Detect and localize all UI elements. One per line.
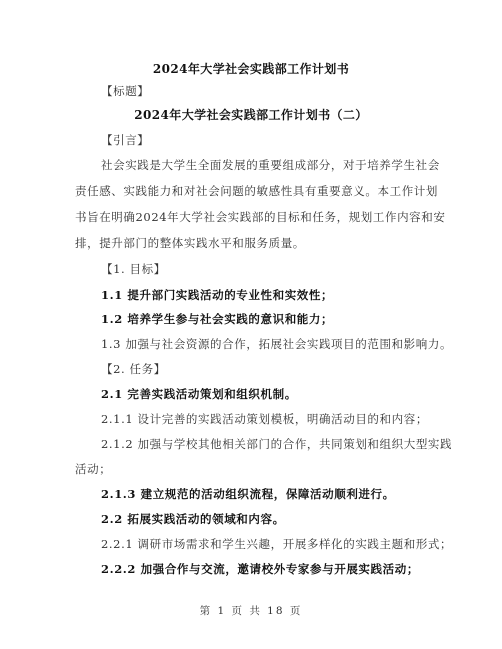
intro-line: 责任感、实践能力和对社会问题的敏感性具有重要意义。本工作计划 xyxy=(75,184,438,198)
task-item: 2.2.2 加强合作与交流，邀请校外专家参与开展实践活动； xyxy=(101,562,419,576)
tasks-heading: 【2. 任务】 xyxy=(101,362,166,376)
sub-title: 2024年大学社会实践部工作计划书（二） xyxy=(134,108,368,122)
intro-line: 社会实践是大学生全面发展的重要组成部分，对于培养学生社会 xyxy=(101,158,440,172)
goal-item: 1.2 培养学生参与社会实践的意识和能力； xyxy=(101,312,334,326)
main-title: 2024年大学社会实践部工作计划书 xyxy=(152,62,350,76)
goal-item: 1.1 提升部门实践活动的专业性和实效性； xyxy=(101,288,334,302)
task-item: 2.1 完善实践活动策划和组织机制。 xyxy=(101,387,297,401)
goals-heading: 【1. 目标】 xyxy=(101,262,166,276)
task-item: 2.2.1 调研市场需求和学生兴趣，开展多样化的实践主题和形式； xyxy=(101,537,453,551)
task-item: 2.1.2 加强与学校其他相关部门的合作，共同策划和组织大型实践 xyxy=(101,437,453,451)
page-footer: 第 1 页 共 18 页 xyxy=(199,605,303,617)
intro-tag: 【引言】 xyxy=(101,133,150,147)
title-tag: 【标题】 xyxy=(101,84,150,98)
task-item: 2.2 拓展实践活动的领域和内容。 xyxy=(101,512,285,526)
task-item: 2.1.3 建立规范的活动组织流程，保障活动顺利进行。 xyxy=(101,487,395,501)
intro-line: 书旨在明确2024年大学社会实践部的目标和任务，规划工作内容和安 xyxy=(75,210,446,224)
goal-item: 1.3 加强与社会资源的合作，拓展社会实践项目的范围和影响力。 xyxy=(101,337,453,351)
intro-line: 排，提升部门的整体实践水平和服务质量。 xyxy=(75,236,305,250)
task-item: 2.1.1 设计完善的实践活动策划模板，明确活动目的和内容； xyxy=(101,412,428,426)
task-item-continuation: 活动； xyxy=(75,462,112,476)
